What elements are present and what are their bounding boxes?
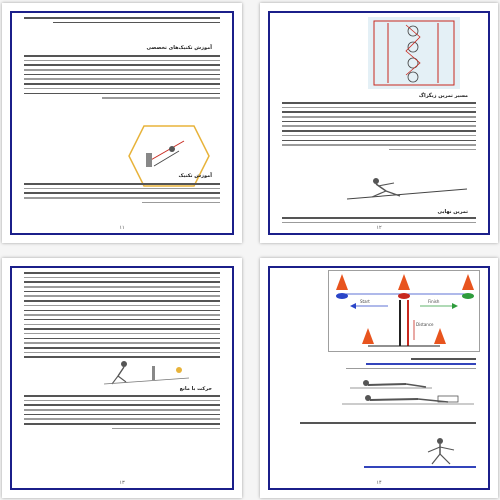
- zigzag-course-diagram: [368, 17, 460, 89]
- page-top-left: [2, 3, 242, 243]
- paragraph-3: [364, 466, 476, 471]
- paragraph-1: [346, 358, 476, 373]
- page-number: ۱۲: [376, 225, 382, 231]
- athlete-figure: [342, 171, 472, 205]
- paragraph-2: [300, 422, 476, 427]
- section-heading: آموزش تکنیک‌های تخصصی: [146, 45, 212, 51]
- paragraph-1: [24, 17, 220, 26]
- cone-drill-diagram: [328, 270, 480, 352]
- paragraph-2: [24, 395, 220, 433]
- page-bottom-right: [260, 258, 498, 498]
- subheading: آموزش تکنیک: [178, 173, 212, 179]
- page-number: ۱۴: [376, 480, 382, 486]
- diagram-label-center: Distance: [416, 322, 434, 327]
- lying-figure-2: [338, 390, 478, 408]
- page-bottom-left: [2, 258, 242, 498]
- page-top-right: [260, 3, 498, 243]
- page-number: ۱۱: [119, 225, 125, 231]
- paragraph-1: [282, 102, 476, 154]
- obstacle-diagram: [94, 358, 194, 386]
- section-heading: حرکت با مانع: [179, 386, 212, 392]
- athlete-figure: [410, 436, 470, 466]
- paragraph-1: [24, 272, 220, 361]
- diagram-label-right: Finish: [428, 299, 440, 304]
- paragraph-3: [24, 183, 220, 206]
- diagram-label-left: Start: [360, 299, 370, 304]
- paragraph-2: [24, 55, 220, 102]
- page-number: ۱۳: [119, 480, 125, 486]
- subheading: تمرین نهایی: [437, 209, 468, 215]
- section-heading: مسیر تمرین زیگزاگ: [418, 93, 468, 99]
- hexagon-diagram: [124, 121, 214, 191]
